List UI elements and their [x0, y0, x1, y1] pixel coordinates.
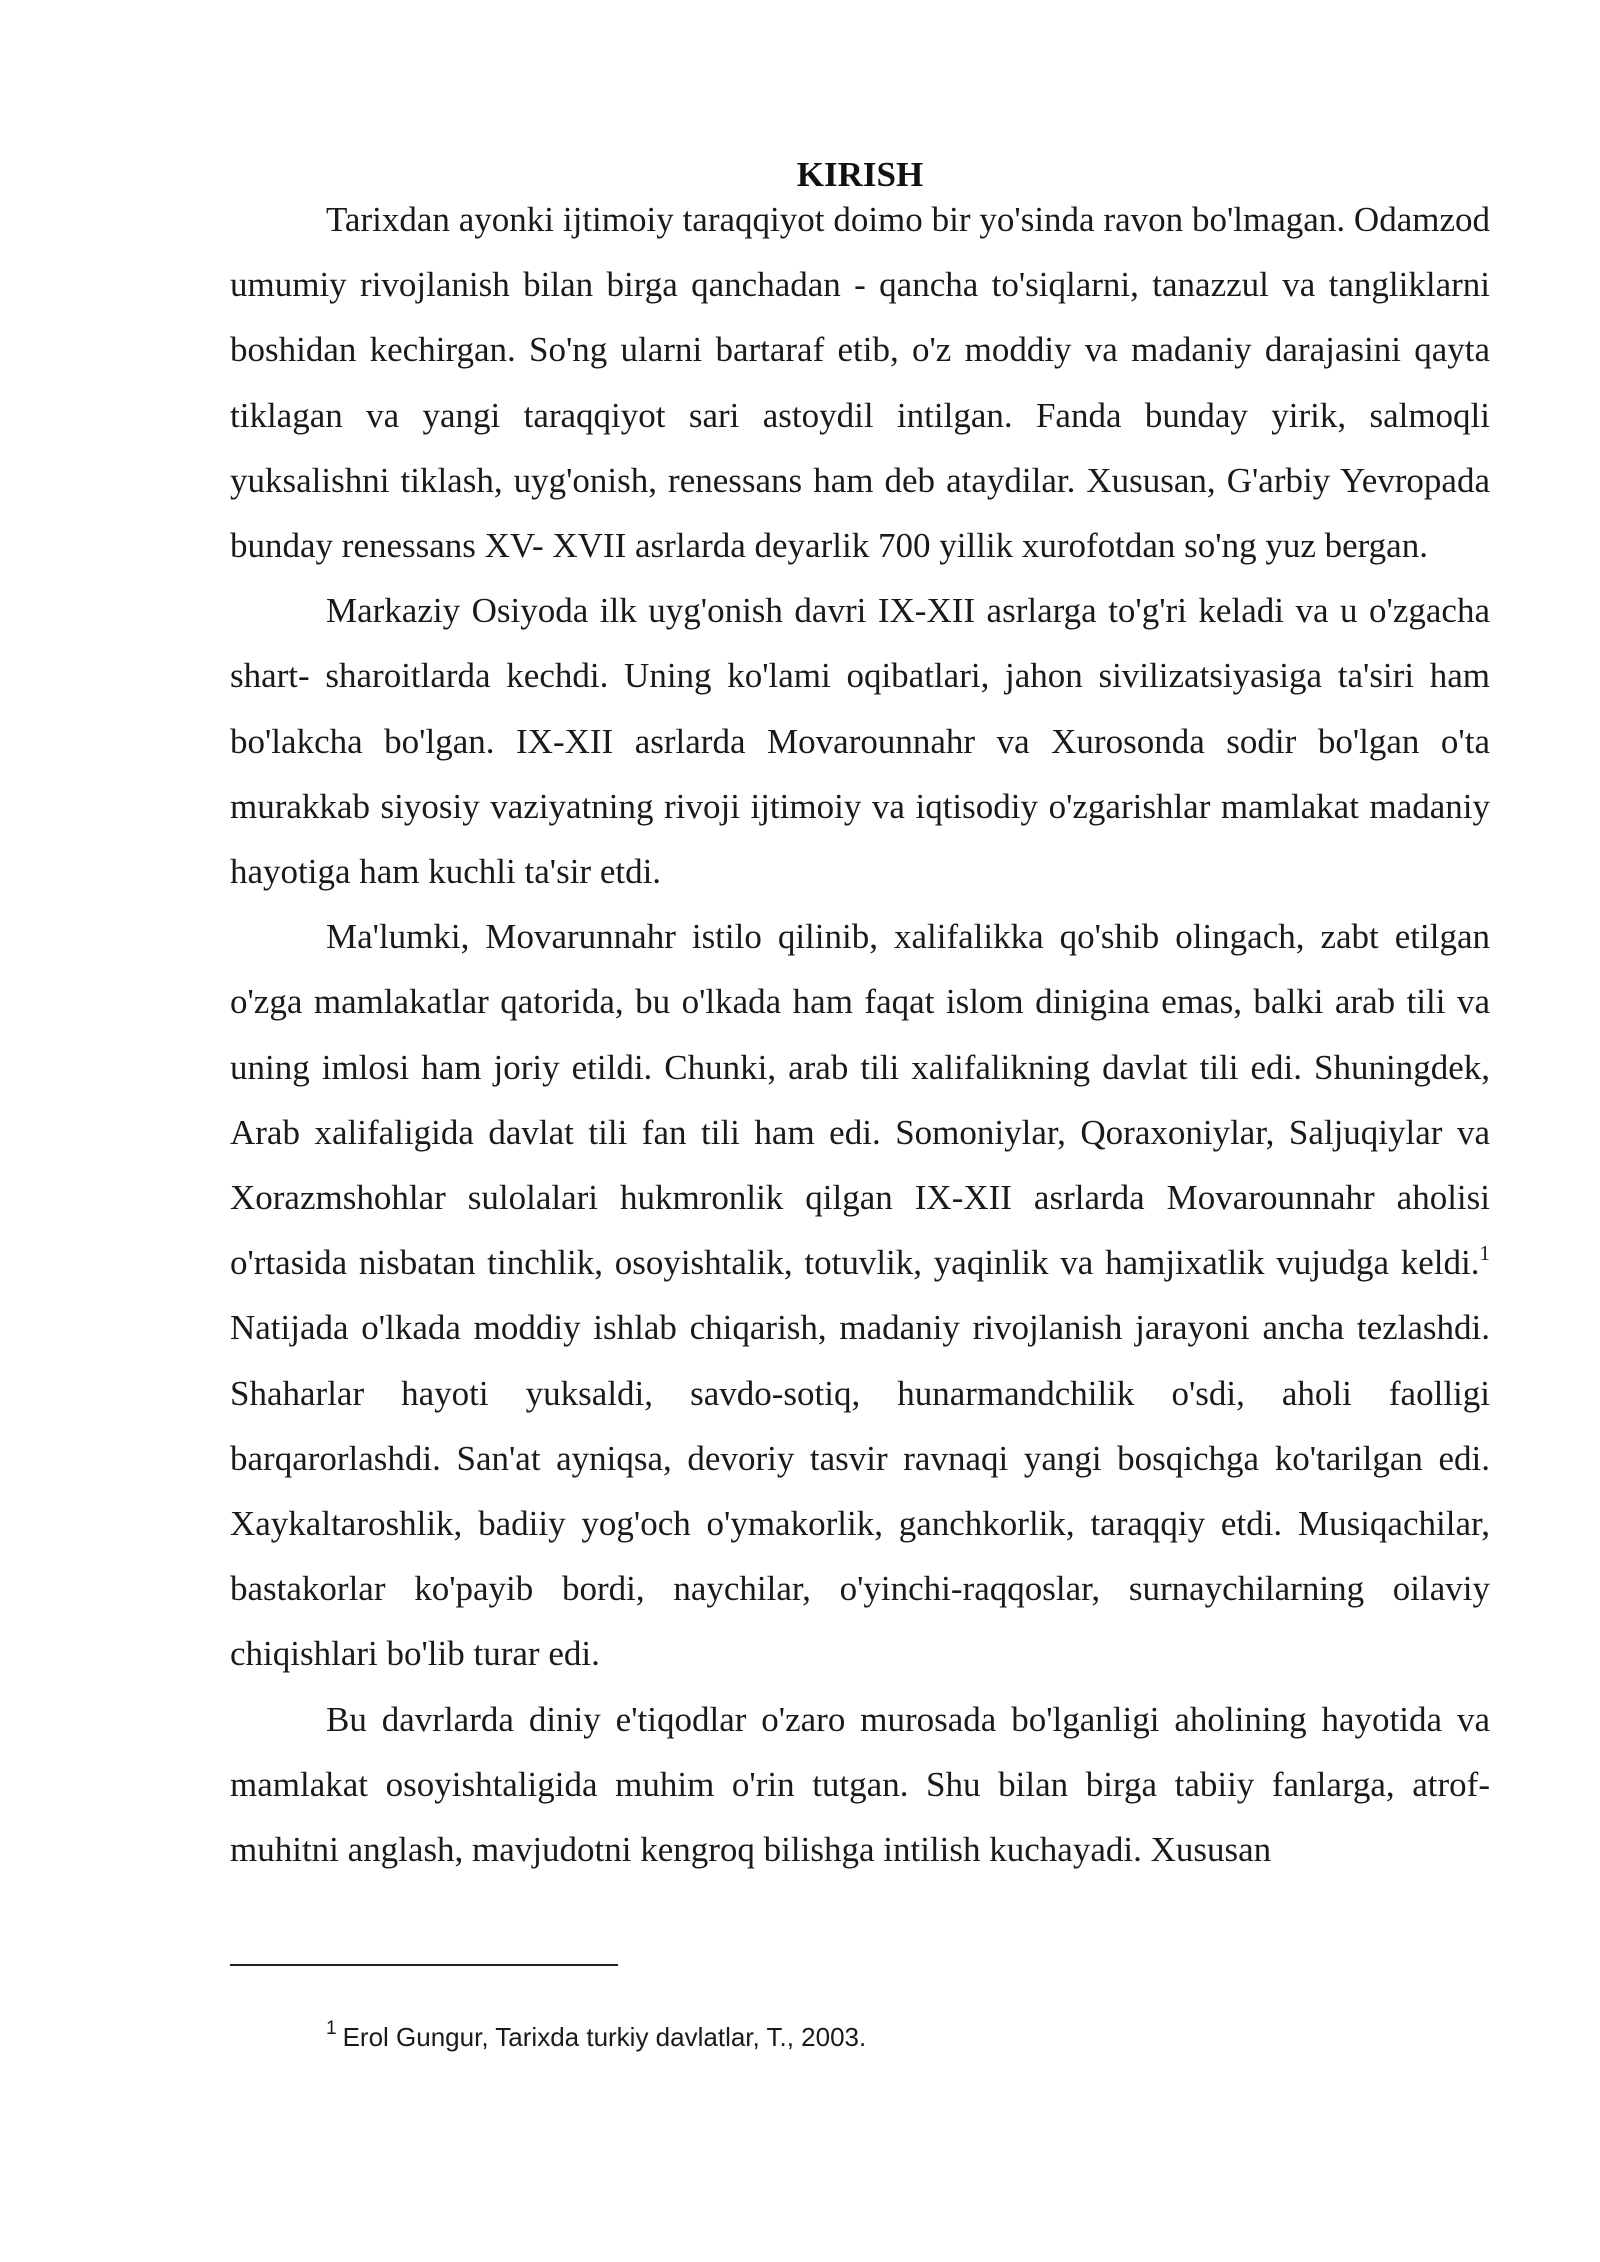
footnote-reference[interactable]: 1: [1479, 1241, 1490, 1266]
paragraph-2: Markaziy Osiyoda ilk uyg'onish davri IX-XII asrlarga to'g'ri keladi va u o'zgacha shart- sharoitlarda kechdi. Uning ko'lami oqibatlari, jahon sivilizatsiyasiga ta'siri ham bo'lakcha bo'lgan. IX-XII asrlarda Movarounnahr va Xurosonda sodir bo'lgan o'ta murakkab siyosiy vaziyatning rivoji ijtimoiy va iqtisodiy o'zgarishlar mamlakat madaniy hayotiga ham kuchli ta'sir etdi.: [230, 591, 1490, 892]
footnote-separator: [230, 1964, 618, 1966]
paragraph-3-text-before: Ma'lumki, Movarunnahr istilo qilinib, xalifalikka qo'shib olingach, zabt etilgan o'zga mamlakatlar qatorida, bu o'lkada ham faqat islom dinigina emas, balki arab tili va uning imlosi ham joriy etildi. Chunki, arab tili xalifalikning davlat tili edi. Shuningdek, Arab xalifaligida davlat tili fan tili ham edi. Somoniylar, Qoraxoniylar, Saljuqiylar va Xorazmshohlar sulolalari hukmronlik qilgan IX-XII asrlarda Movarounnahr aholisi o'rtasida nisbatan tinchlik, osoyishtalik, totuvlik, yaqinlik va hamjixatlik vujudga keldi.: [230, 917, 1490, 1283]
footnote-text: Erol Gungur, Tarixda turkiy davlatlar, T., 2003.: [342, 2022, 867, 2052]
paragraph-3: [230, 904, 1490, 1686]
footnote: [326, 2020, 866, 2054]
paragraph-1: Tarixdan ayonki ijtimoiy taraqqiyot doimo bir yo'sinda ravon bo'lmagan. Odamzod umumiy rivojlanish bilan birga qanchadan - qancha to'siqlarni, tanazzul va tangliklarni boshidan kechirgan. So'ng ularni bartaraf etib, o'z moddiy va madaniy darajasini qayta tiklagan va yangi taraqqiyot sari astoydil intilgan. Fanda bunday yirik, salmoqli yuksalishni tiklash, uyg'onish, renessans ham deb ataydilar. Xususan, G'arbiy Yevropada bunday renessans XV- XVII asrlarda deyarlik 700 yillik xurofotdan so'ng yuz bergan.: [230, 200, 1490, 566]
page-title: KIRISH: [796, 155, 924, 194]
paragraph-4: Bu davrlarda diniy e'tiqodlar o'zaro murosada bo'lganligi aholining hayotida va mamlakat osoyishtaligida muhim o'rin tutgan. Shu bilan birga tabiiy fanlarga, atrof-muhitni anglash, mavjudotni kengroq bilishga intilish kuchayadi. Xususan: [230, 1699, 1490, 1870]
body-text: [230, 187, 1490, 1882]
footnote-marker: 1: [326, 2018, 337, 2039]
paragraph-3-text-after: Natijada o'lkada moddiy ishlab chiqarish, madaniy rivojlanish jarayoni ancha tezlashdi. Shaharlar hayoti yuksaldi, savdo-sotiq, hunarmandchilik o'sdi, aholi faolligi barqarorlashdi. San'at ayniqsa, devoriy tasvir ravnaqi yangi bosqichga ko'tarilgan edi. Xaykaltaroshlik, badiiy yog'och o'ymakorlik, ganchkorlik, taraqqiy etdi. Musiqachilar, bastakorlar ko'payib bordi, naychilar, o'yinchi-raqqoslar, surnaychilarning oilaviy chiqishlari bo'lib turar edi.: [230, 1308, 1490, 1674]
